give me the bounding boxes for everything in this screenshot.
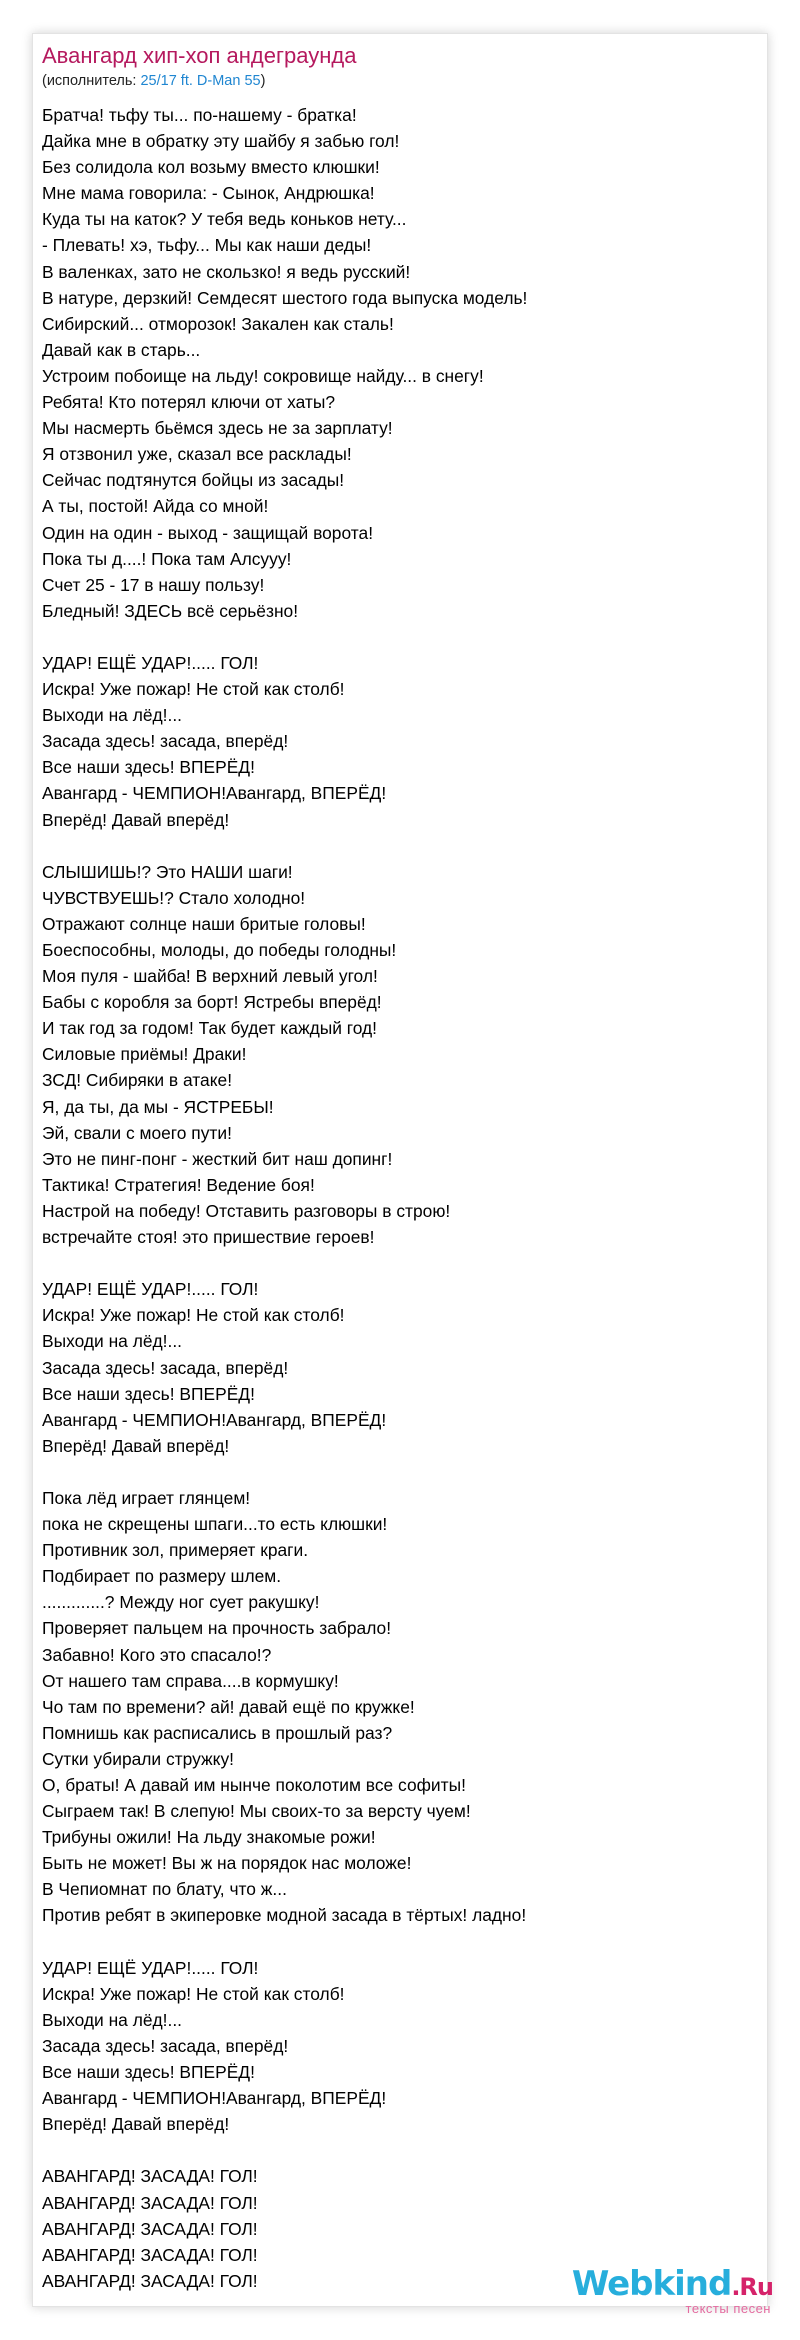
page-title: Авангард хип-хоп андеграунда <box>42 43 357 68</box>
lyric-line: Дайка мне в обратку эту шайбу я забью гол! <box>42 131 400 152</box>
lyric-line: АВАНГАРД! ЗАСАДА! ГОЛ! <box>42 2244 258 2265</box>
lyric-line: Ребята! Кто потерял ключи от хаты? <box>42 392 336 413</box>
logo-tagline: тексты песен <box>685 2301 771 2316</box>
lyric-line: УДАР! ЕЩЁ УДАР!..... ГОЛ! <box>42 652 259 673</box>
lyric-line: Выходи на лёд!... <box>42 2009 182 2030</box>
lyric-line: Авангард - ЧЕМПИОН!Авангард, ВПЕРЁД! <box>42 1409 387 1430</box>
lyric-line: Забавно! Кого это спасало!? <box>42 1644 272 1665</box>
lyric-line: А ты, постой! Айда со мной! <box>42 496 269 517</box>
lyric-line: Это не пинг-понг - жесткий бит наш допинг! <box>42 1148 393 1169</box>
logo-name: Webkind <box>571 2264 732 2304</box>
lyric-line: Куда ты на каток? У тебя ведь коньков нету... <box>42 209 407 230</box>
lyric-line: Авангард - ЧЕМПИОН!Авангард, ВПЕРЁД! <box>42 2088 387 2109</box>
lyric-line: Вперёд! Давай вперёд! <box>42 809 230 830</box>
lyric-line: Отражают солнце наши бритые головы! <box>42 913 366 934</box>
lyric-line: Засада здесь! засада, вперёд! <box>42 1357 289 1378</box>
lyric-line: Бледный! ЗДЕСЬ всё серьёзно! <box>42 600 299 621</box>
stanza-gap <box>42 624 527 650</box>
lyric-line: Сутки убирали стружку! <box>42 1748 234 1769</box>
lyric-line: ЧУВСТВУЕШЬ!? Стало холодно! <box>42 887 306 908</box>
lyric-line: Все наши здесь! ВПЕРЁД! <box>42 1383 255 1404</box>
lyric-line: Давай как в старь... <box>42 339 201 360</box>
lyric-line: Все наши здесь! ВПЕРЁД! <box>42 2062 255 2083</box>
lyric-line: Искра! Уже пожар! Не стой как столб! <box>42 1983 345 2004</box>
lyric-line: АВАНГАРД! ЗАСАДА! ГОЛ! <box>42 2166 258 2187</box>
lyric-line: Счет 25 - 17 в нашу пользу! <box>42 574 265 595</box>
lyric-line: Я, да ты, да мы - ЯСТРЕБЫ! <box>42 1096 274 1117</box>
lyric-line: Искра! Уже пожар! Не стой как столб! <box>42 1305 345 1326</box>
credits-suffix: ) <box>260 73 266 89</box>
lyric-line: В натуре, дерзкий! Семдесят шестого года выпуска модель! <box>42 287 528 308</box>
lyrics-text <box>42 102 527 2294</box>
lyric-line: О, браты! А давай им нынче поколотим все софиты! <box>42 1775 466 1795</box>
lyric-line: Искра! Уже пожар! Не стой как столб! <box>42 679 345 700</box>
lyric-line: УДАР! ЕЩЁ УДАР!..... ГОЛ! <box>42 1279 259 1300</box>
credits-prefix: (исполнитель: <box>42 73 141 89</box>
lyric-line: Настрой на победу! Отставить разговоры в строю! <box>42 1200 451 1221</box>
lyric-line: Сибирский... отморозок! Закален как сталь! <box>42 313 394 334</box>
lyric-line: Эй, свали с моего пути! <box>42 1122 232 1143</box>
lyric-line: Сыграем так! В слепую! Мы своих-то за версту чуем! <box>42 1801 471 1822</box>
lyric-line: Выходи на лёд!... <box>42 1331 182 1352</box>
lyric-line: Вперёд! Давай вперёд! <box>42 1435 230 1456</box>
lyric-line: Я отзвонил уже, сказал все расклады! <box>42 444 352 465</box>
stanza-gap <box>42 1250 527 1276</box>
lyric-line: Противник зол, примеряет краги. <box>42 1540 309 1561</box>
lyric-line: Выходи на лёд!... <box>42 705 182 726</box>
lyric-line: Вперёд! Давай вперёд! <box>42 2114 230 2135</box>
site-logo[interactable] <box>571 2264 773 2324</box>
stanza-gap <box>42 833 527 859</box>
lyric-line: Засада здесь! засада, вперёд! <box>42 2035 289 2056</box>
lyric-line: АВАНГАРД! ЗАСАДА! ГОЛ! <box>42 2270 258 2291</box>
stanza-gap <box>42 2137 527 2163</box>
lyric-line: .............? Между ног сует ракушку! <box>42 1592 320 1613</box>
lyric-line: Мне мама говорила: - Сынок, Андрюшка! <box>42 183 375 204</box>
lyric-line: СЛЫШИШЬ!? Это НАШИ шаги! <box>42 861 293 882</box>
lyric-line: Моя пуля - шайба! В верхний левый угол! <box>42 966 378 987</box>
lyric-line: Против ребят в экиперовке модной засада в тёртых! ладно! <box>42 1905 527 1926</box>
lyric-line: Пока лёд играет глянцем! <box>42 1487 251 1508</box>
lyric-line: Бабы с коробля за борт! Ястребы вперёд! <box>42 992 382 1013</box>
lyric-line: Все наши здесь! ВПЕРЁД! <box>42 757 255 778</box>
lyric-line: Мы насмерть бьёмся здесь не за зарплату! <box>42 418 393 439</box>
lyric-line: И так год за годом! Так будет каждый год! <box>42 1018 378 1039</box>
artist-link[interactable]: 25/17 ft. D-Man 55 <box>140 73 261 89</box>
lyric-line: Засада здесь! засада, вперёд! <box>42 731 289 752</box>
lyric-line: Боеспособны, молоды, до победы голодны! <box>42 940 397 960</box>
lyric-line: Силовые приёмы! Драки! <box>42 1044 247 1065</box>
lyric-line: Помнишь как расписались в прошлый раз? <box>42 1722 393 1743</box>
lyric-line: Сейчас подтянутся бойцы из засады! <box>42 470 345 491</box>
lyric-line: Чо там по времени? ай! давай ещё по кружке! <box>42 1696 415 1717</box>
lyric-line: Трибуны ожили! На льду знакомые рожи! <box>42 1827 376 1848</box>
lyric-line: АВАНГАРД! ЗАСАДА! ГОЛ! <box>42 2192 258 2213</box>
stanza-gap <box>42 1929 527 1955</box>
artist-credits <box>42 72 265 90</box>
lyric-line: Подбирает по размеру шлем. <box>42 1566 282 1587</box>
logo-tld: .Ru <box>731 2273 773 2301</box>
lyric-line: Авангард - ЧЕМПИОН!Авангард, ВПЕРЁД! <box>42 783 387 804</box>
lyric-line: - Плевать! хэ, тьфу... Мы как наши деды! <box>42 235 372 256</box>
lyric-line: В Чепиомнат по блату, что ж... <box>42 1879 287 1900</box>
lyric-line: Один на один - выход - защищай ворота! <box>42 522 374 543</box>
lyric-line: Пока ты д....! Пока там Алсууу! <box>42 548 292 569</box>
stanza-gap <box>42 1459 527 1485</box>
lyric-line: ЗСД! Сибиряки в атаке! <box>42 1070 233 1091</box>
lyric-line: В валенках, зато не скользко! я ведь русский! <box>42 261 411 282</box>
lyric-line: Быть не может! Вы ж на порядок нас моложе! <box>42 1853 412 1874</box>
lyric-line: Без солидола кол возьму вместо клюшки! <box>42 157 380 178</box>
lyric-line: От нашего там справа....в кормушку! <box>42 1670 339 1691</box>
lyric-line: Проверяет пальцем на прочность забрало! <box>42 1618 392 1639</box>
lyric-line: Братча! тьфу ты... по-нашему - братка! <box>42 105 357 125</box>
lyric-line: пока не скрещены шпаги...то есть клюшки! <box>42 1514 388 1535</box>
lyric-line: Тактика! Стратегия! Ведение боя! <box>42 1174 315 1195</box>
lyric-line: встречайте стоя! это пришествие героев! <box>42 1227 375 1248</box>
lyric-line: Устроим побоище на льду! сокровище найду... в снегу! <box>42 365 484 386</box>
lyric-line: УДАР! ЕЩЁ УДАР!..... ГОЛ! <box>42 1957 259 1978</box>
lyric-line: АВАНГАРД! ЗАСАДА! ГОЛ! <box>42 2218 258 2239</box>
